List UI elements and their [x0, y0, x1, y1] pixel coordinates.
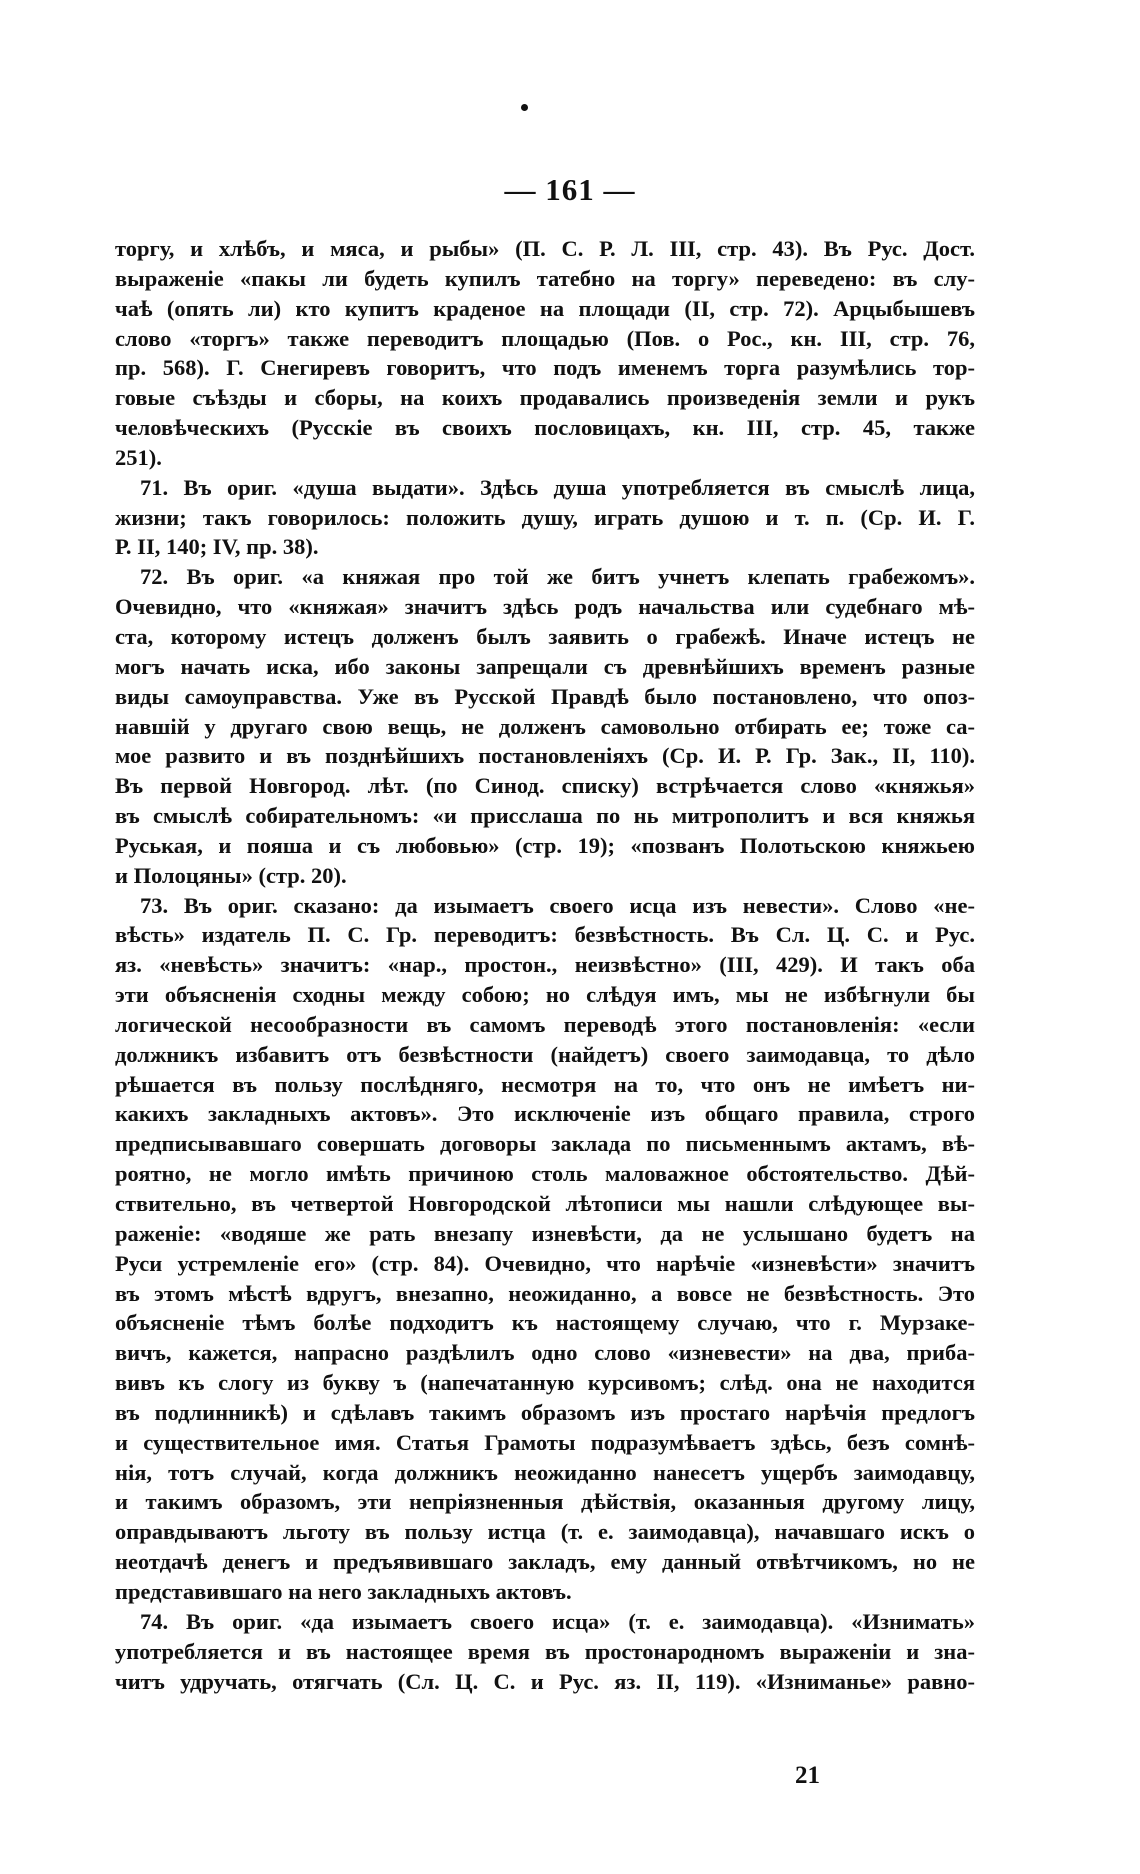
text-line: говые съѣзды и сборы, на коихъ продавались произведенія земли и рукъ — [115, 385, 975, 411]
text-line: должникъ избавитъ отъ безвѣстности (найдетъ) своего заимодавца, то дѣло — [115, 1041, 975, 1067]
text-line: эти объясненія сходны между собою; но слѣдуя имъ, мы не избѣгнули бы — [115, 982, 975, 1008]
text-line: Руси устремленіе его» (стр. 84). Очевидно, что нарѣчіе «изневѣсти» значитъ — [115, 1250, 975, 1276]
text-line: Руськая, и пояша и съ любовью» (стр. 19); «позванъ Полотьскою княжьею — [115, 832, 975, 858]
text-line: вичъ, кажется, напрасно раздѣлилъ одно слово «изневести» на два, приба- — [115, 1340, 975, 1366]
text-line: и Полоцяны» (стр. 20). — [115, 862, 347, 888]
text-line: въ этомъ мѣстѣ вдругъ, внезапно, неожиданно, а вовсе не безвѣстность. Это — [115, 1280, 975, 1306]
text-line: жизни; такъ говорилось: положить душу, играть душою и т. п. (Ср. И. Г. — [115, 504, 975, 530]
text-line: употребляется и въ настоящее время въ простонародномъ выраженіи и зна- — [115, 1638, 975, 1664]
text-line: яз. «невѣсть» значитъ: «нар., простон., неизвѣстно» (III, 429). И такъ оба — [115, 952, 975, 978]
text-line: слово «торгъ» также переводитъ площадью (Пов. о Рос., кн. III, стр. 76, — [115, 325, 975, 351]
text-line: Р. II, 140; IV, пр. 38). — [115, 534, 319, 560]
text-line: и существительное имя. Статья Грамоты подразумѣваетъ здѣсь, безъ сомнѣ- — [115, 1429, 975, 1455]
text-line: мое развито и въ позднѣйшихъ постановленіяхъ (Ср. И. Р. Гр. Зак., II, 110). — [115, 743, 975, 769]
text-line: могъ начать иска, ибо законы запрещали съ древнѣйшихъ временъ разные — [115, 653, 975, 679]
text-line: вѣсть» издатель П. С. Гр. переводитъ: безвѣстность. Въ Сл. Ц. С. и Рус. — [115, 922, 975, 948]
page-number: — 161 — — [504, 172, 636, 207]
text-line: 251). — [115, 444, 162, 470]
text-line: въ подлинникѣ) и сдѣлавъ такимъ образомъ изъ простаго нарѣчія предлогъ — [115, 1399, 975, 1425]
text-line: Въ первой Новгород. лѣт. (по Синод. списку) встрѣчается слово «княжья» — [115, 773, 975, 799]
text-line: 71. Въ ориг. «душа выдати». Здѣсь душа употребляется въ смыслѣ лица, — [140, 474, 975, 500]
text-line: представившаго на него закладныхъ актовъ. — [115, 1578, 572, 1604]
text-line: торгу, и хлѣбъ, и мяса, и рыбы» (П. С. Р. Л. III, стр. 43). Въ Рус. Дост. — [115, 236, 975, 261]
text-line: вивъ къ слогу из букву ъ (напечатанную курсивомъ; слѣд. она не находится — [115, 1370, 975, 1396]
text-line: ста, которому истецъ долженъ былъ заявить о грабежѣ. Иначе истецъ не — [115, 623, 975, 649]
text-line: въ смыслѣ собирательномъ: «и присслаша по нь митрополитъ и вся княжья — [115, 803, 975, 829]
text-line: Очевидно, что «княжая» значитъ здѣсь родъ начальства или судебнаго мѣ- — [115, 594, 975, 620]
ink-speck — [521, 104, 528, 111]
text-line: логической несообразности въ самомъ переводѣ этого постановленія: «если — [115, 1011, 975, 1037]
text-line: и такимъ образомъ, эти непріязненныя дѣйствія, оказанныя другому лицу, — [115, 1489, 975, 1515]
text-line: ствительно, въ четвертой Новгородской лѣтописи мы нашли слѣдующее вы- — [115, 1191, 975, 1216]
text-line: выраженіе «пакы ли будеть купилъ татебно на торгу» переведено: въ слу- — [115, 265, 975, 291]
text-line: 74. Въ ориг. «да изымаетъ своего исца» (т. е. заимодавца). «Изнимать» — [140, 1608, 975, 1634]
text-line: оправдываютъ льготу въ пользу истца (т. е. заимодавца), начавшаго искъ о — [115, 1519, 975, 1545]
text-line: человѣческихъ (Русскіе въ своихъ пословицахъ, кн. III, стр. 45, также — [115, 415, 975, 441]
text-line: читъ удручать, отягчать (Сл. Ц. С. и Рус. яз. II, 119). «Изниманье» равно- — [115, 1668, 975, 1694]
text-line: нія, тотъ случай, когда должникъ неожиданно нанесетъ ущербъ заимодавцу, — [115, 1459, 975, 1485]
text-line: 72. Въ ориг. «а княжая про той же битъ учнетъ клепать грабежомъ». — [140, 564, 975, 590]
body-text — [115, 234, 975, 1696]
text-line: раженіе: «водяше же рать внезапу изневѣсти, да не услышано будетъ на — [115, 1220, 975, 1246]
text-line: виды самоуправства. Уже въ Русской Правдѣ было постановлено, что опоз- — [115, 683, 975, 709]
text-line: роятно, не могло имѣть причиною столь маловажное обстоятельство. Дѣй- — [115, 1161, 975, 1187]
text-line: чаѣ (опять ли) кто купитъ краденое на площади (II, стр. 72). Арцыбышевъ — [115, 295, 975, 321]
signature-mark: 21 — [795, 1762, 820, 1789]
text-line: пр. 568). Г. Снегиревъ говоритъ, что подъ именемъ торга разумѣлись тор- — [115, 355, 975, 381]
text-line: неотдачѣ денегъ и предъявившаго закладъ, ему данный отвѣтчикомъ, но не — [115, 1549, 975, 1575]
text-line: объясненіе тѣмъ болѣе подходитъ къ настоящему случаю, что г. Мурзаке- — [115, 1310, 975, 1336]
text-line: навшій у другаго свою вещь, не долженъ самовольно отбирать ее; тоже са- — [115, 713, 975, 739]
text-line: рѣшается въ пользу послѣдняго, несмотря на то, что онъ не имѣетъ ни- — [115, 1071, 975, 1097]
text-line: 73. Въ ориг. сказано: да изымаетъ своего исца изъ невести». Слово «не- — [140, 892, 975, 918]
text-line: какихъ закладныхъ актовъ». Это исключеніе изъ общаго правила, строго — [115, 1101, 975, 1127]
text-line: предписывавшаго совершать договоры заклада по письменнымъ актамъ, вѣ- — [115, 1131, 975, 1157]
